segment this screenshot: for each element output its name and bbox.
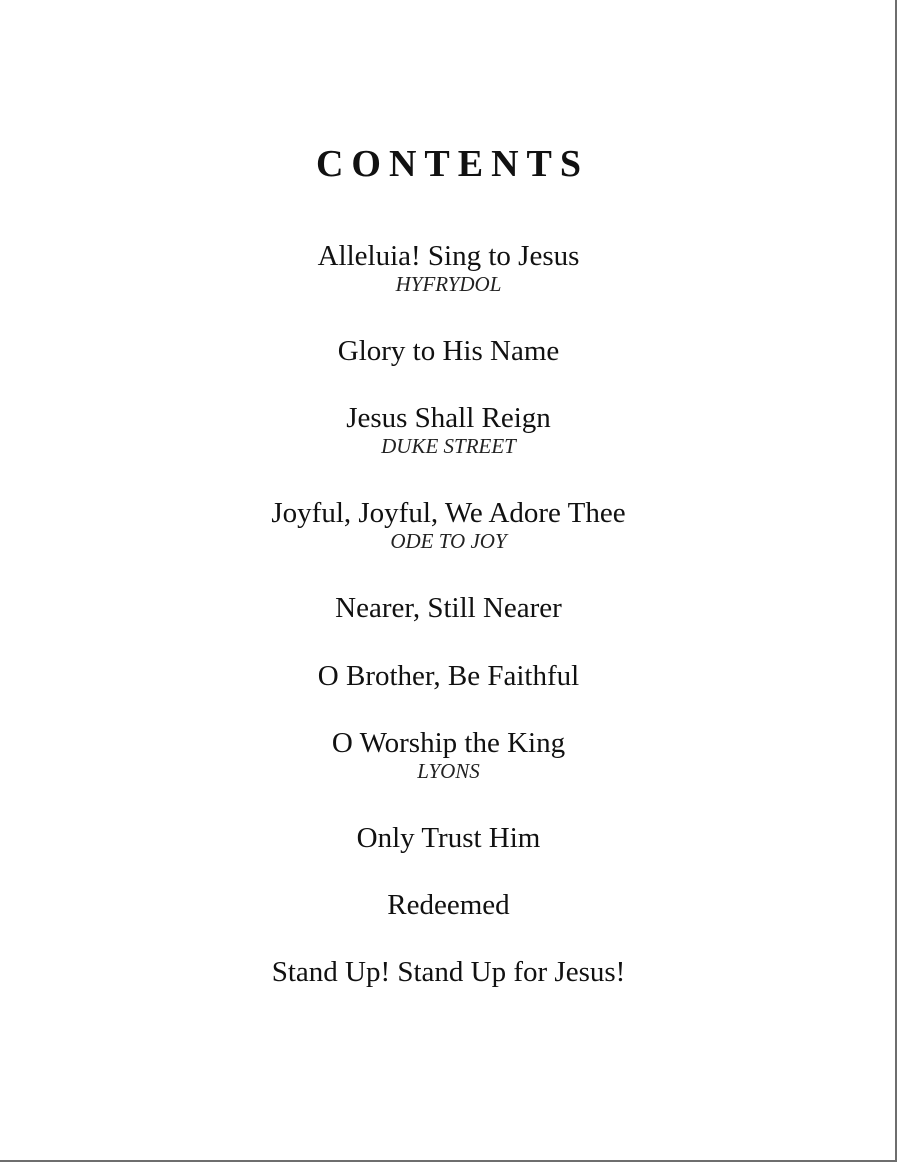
contents-entry (0, 660, 897, 692)
hymn-title: Stand Up! Stand Up for Jesus! (271, 956, 626, 988)
hymn-title: O Brother, Be Faithful (317, 660, 580, 692)
tune-name: LYONS (417, 759, 480, 783)
contents-entry (0, 889, 897, 921)
hymn-title: Only Trust Him (356, 822, 541, 854)
contents-entry (0, 592, 897, 624)
hymn-title: Joyful, Joyful, We Adore Thee (271, 497, 626, 529)
hymn-title: O Worship the King (331, 727, 566, 759)
tune-name: HYFRYDOL (395, 272, 502, 296)
contents-entry (0, 402, 897, 458)
contents-entry (0, 822, 897, 854)
page-title: CONTENTS (315, 143, 590, 185)
hymn-title: Redeemed (387, 889, 510, 921)
contents-entry (0, 335, 897, 367)
contents-entry (0, 956, 897, 988)
tune-name: DUKE STREET (381, 434, 516, 458)
contents-entry (0, 727, 897, 783)
hymn-title: Jesus Shall Reign (346, 402, 551, 434)
hymn-title: Glory to His Name (337, 335, 560, 367)
tune-name: ODE TO JOY (390, 529, 507, 553)
contents-entry (0, 240, 897, 296)
hymn-title: Alleluia! Sing to Jesus (317, 240, 580, 272)
hymn-title: Nearer, Still Nearer (335, 592, 562, 624)
contents-entry (0, 497, 897, 553)
